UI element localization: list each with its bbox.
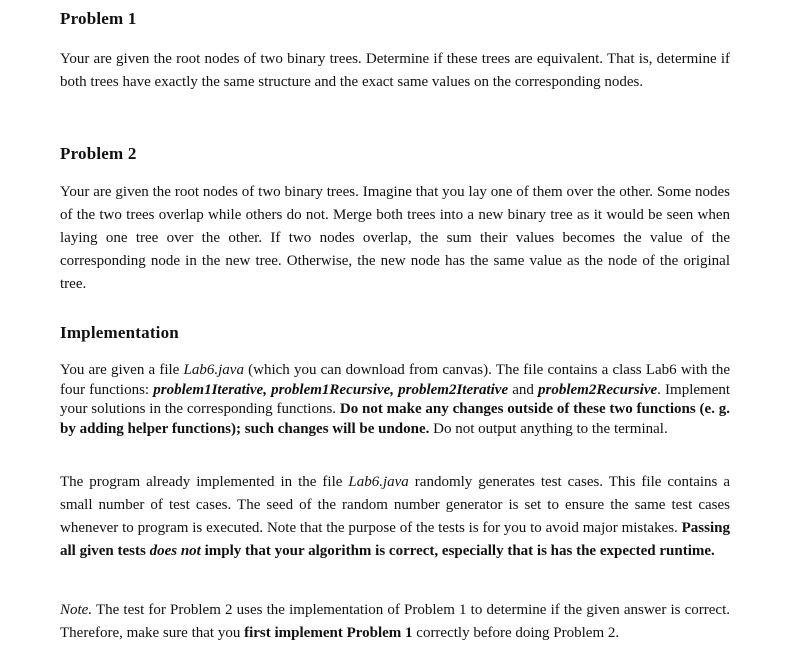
implementation-note <box>60 599 730 645</box>
emphasis-text: does not <box>149 543 201 559</box>
text: (which you can download from canvas). The file contains a class Lab6 with the four functions: <box>60 362 730 398</box>
text: The test for Problem 2 uses the implementation of Problem 1 to determine if the given answer is correct. Therefore, make sure that you <box>60 602 730 641</box>
text: The program already implemented in the file <box>60 474 349 490</box>
text: . Implement your solutions in the corresponding functions. <box>60 381 731 417</box>
implementation-paragraph-2 <box>60 471 730 563</box>
implementation-paragraph-1 <box>60 361 730 439</box>
note-label: Note. <box>60 602 93 618</box>
file-name: Lab6.java <box>183 362 244 378</box>
problem1-heading: Problem 1 <box>60 9 137 28</box>
problem2-heading: Problem 2 <box>60 144 137 163</box>
problem2-text: Your are given the root nodes of two binary trees. Imagine that you lay one of them over the other. Some nodes of the two trees overlap while others do not. Merge both trees into a new binary tree as it would be seen when laying one tree over the other. If two nodes overlap, the sum their values becomes the value of the corresponding node in the new tree. Otherwise, the new node has the same value as the node of the original tree. <box>60 184 730 292</box>
function-name: problem1Iterative, <box>153 381 267 398</box>
function-name: problem2Iterative <box>398 381 509 398</box>
implementation-heading: Implementation <box>60 323 179 342</box>
function-name: problem1Recursive, <box>271 381 394 398</box>
text: and <box>508 381 539 398</box>
emphasis-text: first implement Problem 1 <box>244 625 413 641</box>
text: Do not output anything to the terminal. <box>429 420 668 437</box>
warning-text: Do not make any changes outside of these two functions (e. g. by adding helper functions); such changes will be undone. <box>60 401 730 437</box>
file-name: Lab6.java <box>348 474 409 490</box>
function-name: problem2Recursive <box>538 381 658 398</box>
text: correctly before doing Problem 2. <box>412 625 620 641</box>
text: randomly generates test cases. This file contains a small number of test cases. The seed of the random number generator is set to ensure the same test cases whenever to program is executed. Note that the purpose of the tests is for you to avoid major mistakes. <box>60 474 730 536</box>
text: You are given a file <box>60 362 184 378</box>
emphasis-text: imply that your algorithm is correct, especially that is has the expected runtime. <box>200 543 715 559</box>
problem1-text: Your are given the root nodes of two binary trees. Determine if these trees are equivalent. That is, determine if both trees have exactly the same structure and the exact same values on the corresponding nodes. <box>60 51 730 90</box>
emphasis-text: Passing all given tests <box>60 520 730 559</box>
